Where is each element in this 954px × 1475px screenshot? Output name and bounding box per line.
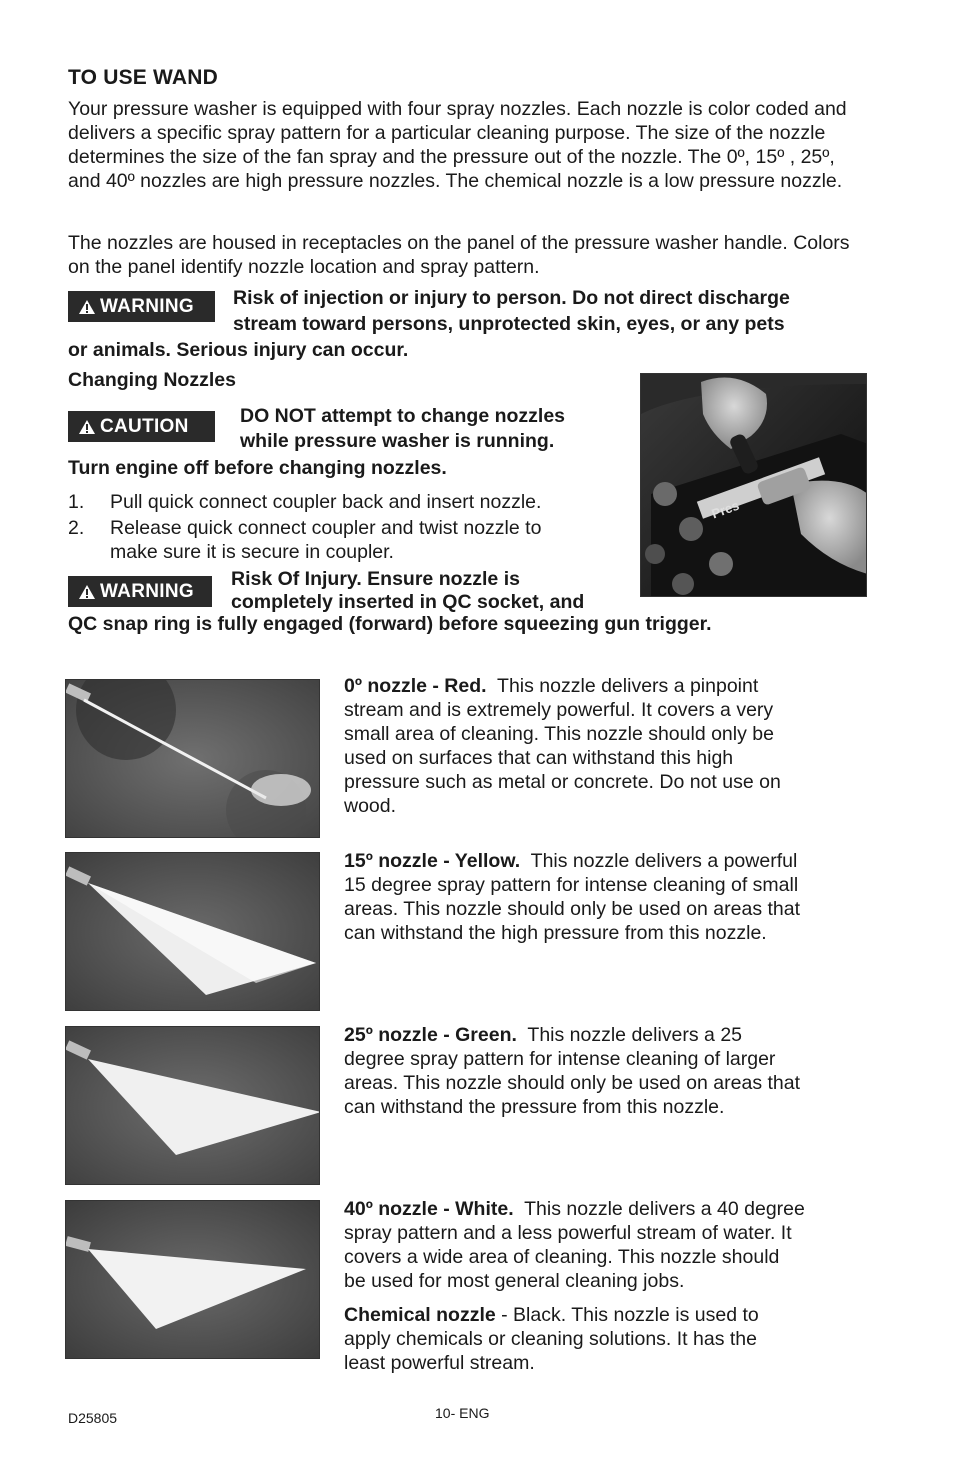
nozzle-description-40: 40º nozzle - White. This nozzle delivers a 40 degree spray pattern and a less powerful stream of water. It covers a wide area of cleaning. This nozzle should be used for most general cleaning jobs. bbox=[344, 1198, 805, 1292]
nozzle-name: 40º nozzle - White. bbox=[344, 1198, 514, 1220]
caution-badge-label: CAUTION bbox=[100, 416, 189, 437]
caution-line1: DO NOT attempt to change nozzles bbox=[240, 405, 566, 427]
warning-triangle-icon bbox=[78, 299, 96, 315]
warning-badge-label: WARNING bbox=[100, 296, 194, 317]
section-title: TO USE WAND bbox=[68, 66, 218, 89]
warning-badge-label: WARNING bbox=[100, 581, 194, 602]
caution-line2: while pressure washer is running. bbox=[240, 430, 555, 452]
spray-photo-25-degree bbox=[65, 1026, 320, 1185]
list-item bbox=[68, 516, 541, 540]
caution-badge bbox=[68, 411, 215, 442]
nozzle-name: 0º nozzle - Red. bbox=[344, 675, 487, 697]
spray-photo-15-degree bbox=[65, 852, 320, 1011]
document-id: D25805 bbox=[68, 1410, 118, 1426]
nozzle-change-photo bbox=[640, 373, 867, 597]
warning1-line2: stream toward persons, unprotected skin, eyes, or any pets bbox=[233, 313, 785, 335]
warning-triangle-icon bbox=[78, 419, 96, 435]
warning2-line2: completely inserted in QC socket, and bbox=[231, 591, 585, 613]
nozzle-description-25: 25º nozzle - Green. This nozzle delivers a 25 degree spray pattern for intense cleaning of larger areas. This nozzle should only be used on areas that can withstand the pressure from this nozzle. bbox=[344, 1024, 801, 1118]
list-item bbox=[68, 490, 541, 514]
intro-paragraph: Your pressure washer is equipped with four spray nozzles. Each nozzle is color coded and delivers a specific spray pattern for a particular cleaning purpose. The size of the nozzle determines the size of the fan spray and the pressure out of the nozzle. The 0º, 15º , 25º, and 40º nozzles are high pressure nozzles. The chemical nozzle is a low pressure nozzle. bbox=[68, 98, 847, 192]
chemical-nozzle-description: Chemical nozzle - Black. This nozzle is used to apply chemicals or cleaning solutions. It has the least powerful stream. bbox=[344, 1304, 759, 1374]
step-text: Release quick connect coupler and twist nozzle to bbox=[110, 517, 542, 539]
step-text: Pull quick connect coupler back and insert nozzle. bbox=[110, 491, 542, 513]
caution-line3: Turn engine off before changing nozzles. bbox=[68, 457, 447, 479]
step-number: 1. bbox=[68, 491, 85, 513]
nozzle-description-0: 0º nozzle - Red. This nozzle delivers a pinpoint stream and is extremely powerful. It covers a very small area of cleaning. This nozzle should only be used on surfaces that can withstand this high pressure such as metal or concrete. Do not use on wood. bbox=[344, 675, 781, 817]
warning2-line3: QC snap ring is fully engaged (forward) before squeezing gun trigger. bbox=[68, 613, 712, 635]
nozzle-name: 25º nozzle - Green. bbox=[344, 1024, 517, 1046]
warning-badge bbox=[68, 576, 212, 607]
warning-badge bbox=[68, 291, 215, 322]
panel-paragraph: The nozzles are housed in receptacles on the panel of the pressure washer handle. Colors on the panel identify nozzle location and spray pattern. bbox=[68, 232, 850, 278]
page-number: 10- ENG bbox=[435, 1405, 490, 1421]
warning-triangle-icon bbox=[78, 584, 96, 600]
changing-heading: Changing Nozzles bbox=[68, 369, 236, 391]
warning1-line1: Risk of injection or injury to person. Do not direct discharge bbox=[233, 287, 790, 309]
spray-photo-0-degree bbox=[65, 679, 320, 838]
step-text-continued: make sure it is secure in coupler. bbox=[110, 541, 394, 563]
step-number: 2. bbox=[68, 517, 85, 539]
panel-label: Pres bbox=[709, 497, 742, 522]
spray-photo-40-degree bbox=[65, 1200, 320, 1359]
warning2-line1: Risk Of Injury. Ensure nozzle is bbox=[231, 568, 520, 590]
nozzle-name: Chemical nozzle bbox=[344, 1304, 496, 1326]
nozzle-description-15: 15º nozzle - Yellow. This nozzle delivers a powerful 15 degree spray pattern for intense cleaning of small areas. This nozzle should only be used on areas that can withstand the high pressure from this nozzle. bbox=[344, 850, 801, 944]
warning1-line3: or animals. Serious injury can occur. bbox=[68, 339, 409, 361]
nozzle-name: 15º nozzle - Yellow. bbox=[344, 850, 521, 872]
